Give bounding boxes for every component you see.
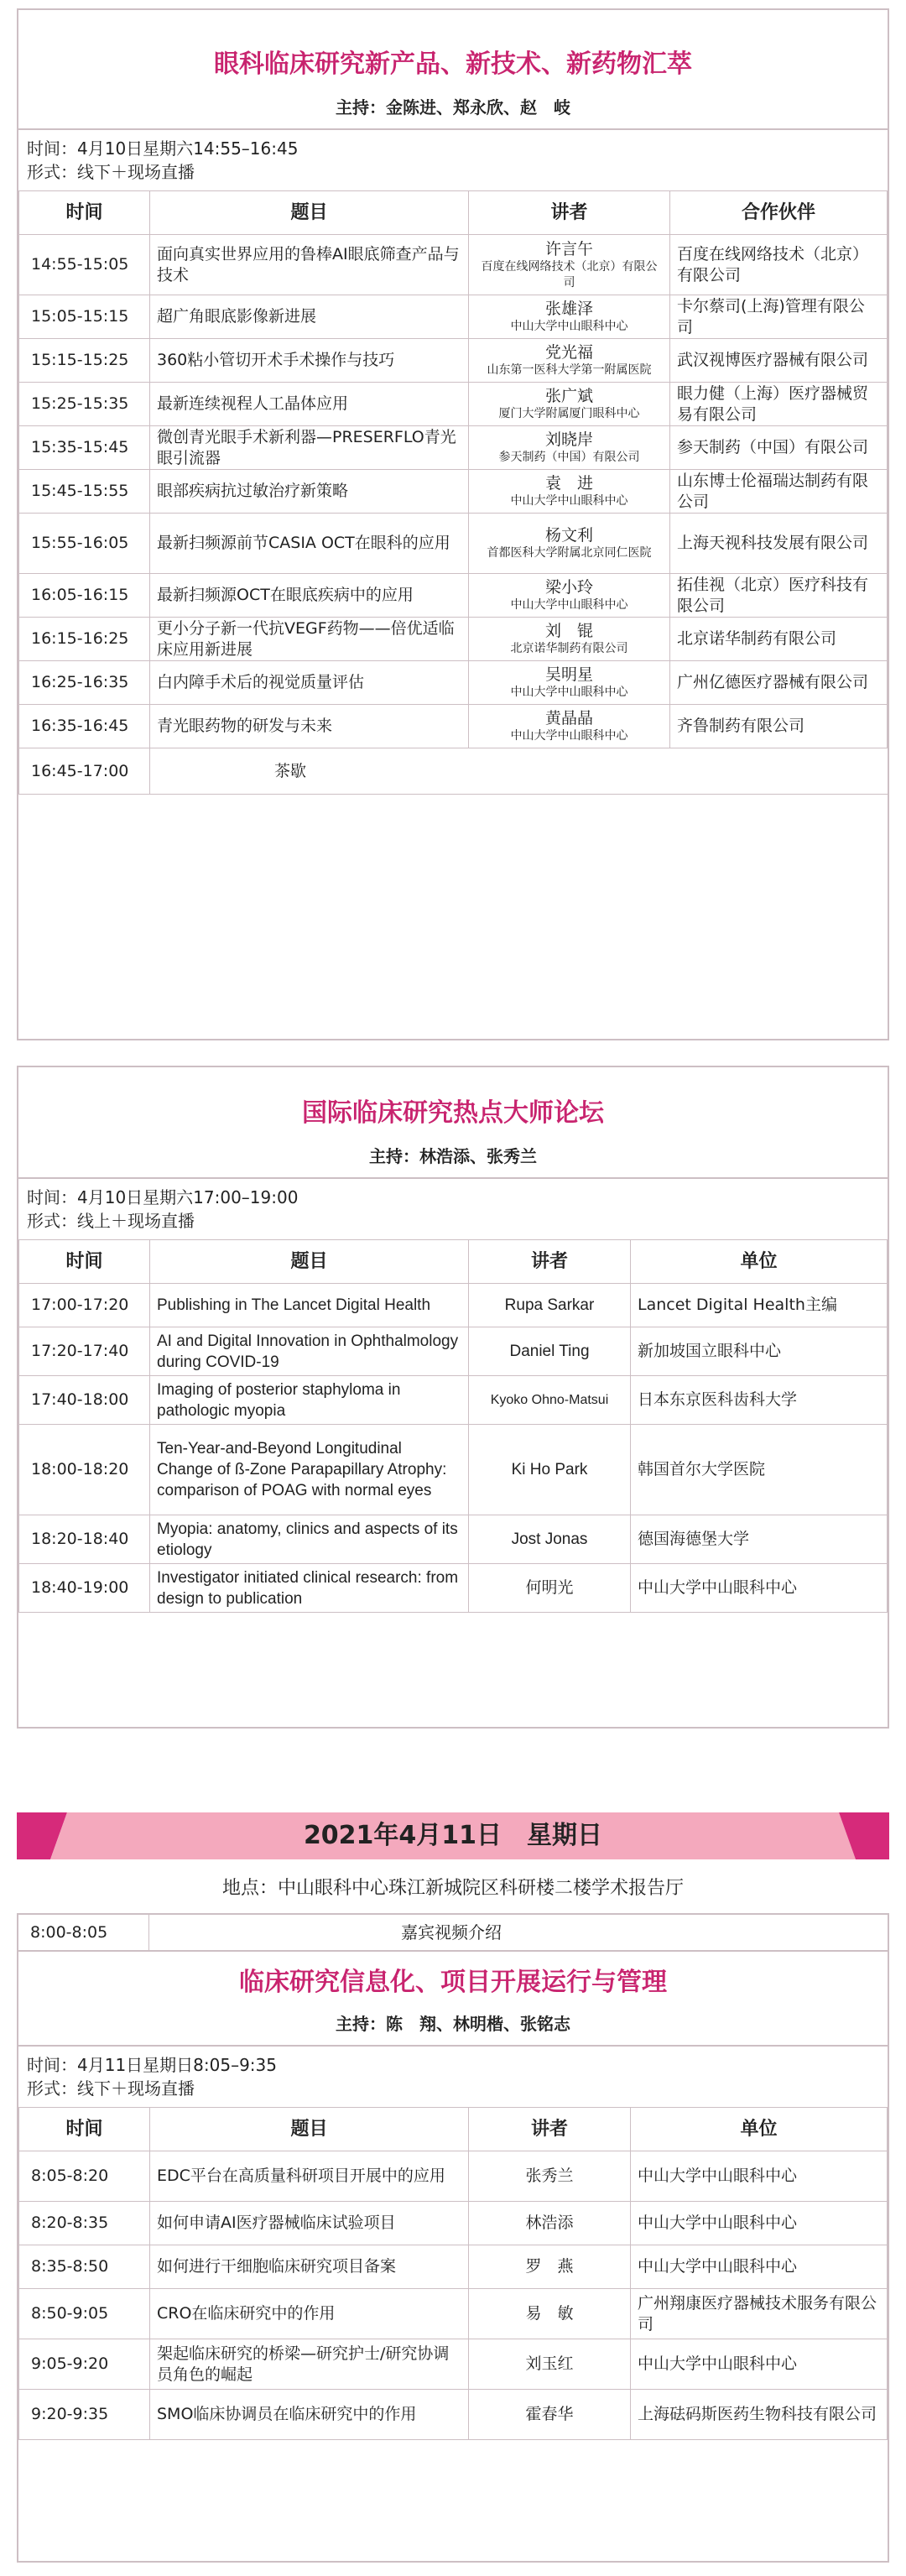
row-speaker-cell [469, 470, 670, 514]
speaker-affiliation: 中山大学中山眼科中心 [510, 320, 628, 333]
date-banner-text: 2021年4月11日 星期日 [303, 1821, 603, 1850]
row-topic: 白内障手术后的视觉质量评估 [150, 661, 469, 705]
row-speaker: 何明光 [469, 1564, 631, 1613]
row-topic: 如何进行干细胞临床研究项目备案 [150, 2245, 469, 2289]
table-row [19, 1515, 888, 1564]
row-topic: Ten-Year-and-Beyond Longitudinal Change of ß-Zone Parapapillary Atrophy: comparison of POAG with normal eyes [150, 1425, 469, 1515]
row-partner: 眼力健（上海）医疗器械贸易有限公司 [670, 383, 888, 426]
row-time: 18:20-18:40 [19, 1515, 150, 1564]
row-partner: 参天制药（中国）有限公司 [670, 426, 888, 470]
session-hosts: 主持：金陈进、郑永欣、赵 岐 [336, 97, 570, 117]
table-row [19, 705, 888, 748]
row-time: 14:55-15:05 [19, 235, 150, 295]
row-time: 9:20-9:35 [19, 2390, 150, 2440]
speaker-affiliation: 山东第一医科大学第一附属医院 [487, 363, 652, 377]
row-speaker-cell [469, 295, 670, 339]
row-partner: 北京诺华制药有限公司 [670, 618, 888, 661]
table-row [19, 2390, 888, 2440]
col-header-speaker: 讲者 [469, 1240, 631, 1284]
col-header-unit: 单位 [631, 1240, 888, 1284]
col-header-topic: 题目 [150, 2108, 469, 2151]
row-time: 16:15-16:25 [19, 618, 150, 661]
row-time: 15:05-15:15 [19, 295, 150, 339]
row-speaker: Daniel Ting [469, 1327, 631, 1376]
session-clinical-research-management [17, 1950, 889, 2563]
table-row [19, 574, 888, 618]
row-speaker-cell [469, 618, 670, 661]
session-format: 形式：线下＋现场直播 [27, 162, 195, 182]
speaker-name: 刘 锟 [544, 622, 593, 640]
row-time: 16:25-16:35 [19, 661, 150, 705]
row-time: 17:40-18:00 [19, 1376, 150, 1425]
session-hosts: 主持：陈 翔、林明楷、张铭志 [336, 2014, 570, 2034]
row-speaker: Kyoko Ohno-Matsui [469, 1376, 631, 1425]
col-header-topic: 题目 [150, 1240, 469, 1284]
schedule-table [18, 190, 888, 795]
row-time: 17:00-17:20 [19, 1284, 150, 1327]
date-banner [17, 1812, 889, 1859]
speaker-name: 党光福 [544, 343, 593, 362]
table-row [19, 661, 888, 705]
col-header-speaker: 讲者 [469, 191, 670, 235]
speaker-name: 黄晶晶 [544, 709, 593, 727]
row-topic: 最新扫频源前节CASIA OCT在眼科的应用 [150, 514, 469, 574]
row-speaker-cell [469, 514, 670, 574]
row-speaker-cell [469, 661, 670, 705]
row-speaker: Ki Ho Park [469, 1425, 631, 1515]
row-unit: 中山大学中山眼科中心 [631, 2202, 888, 2245]
session-time: 时间：4月11日星期日8:05–9:35 [27, 2055, 277, 2075]
row-time: 8:35-8:50 [19, 2245, 150, 2289]
speaker-affiliation: 百度在线网络技术（北京）有限公司 [481, 259, 658, 289]
row-time: 15:55-16:05 [19, 514, 150, 574]
row-topic: EDC平台在高质量科研项目开展中的应用 [150, 2151, 469, 2202]
table-row [19, 1284, 888, 1327]
row-topic: Imaging of posterior staphyloma in pathologic myopia [150, 1376, 469, 1425]
row-time: 18:40-19:00 [19, 1564, 150, 1613]
speaker-name: 许言午 [544, 239, 593, 258]
row-unit: 上海砝码斯医药生物科技有限公司 [631, 2390, 888, 2440]
speaker-affiliation: 厦门大学附属厦门眼科中心 [498, 407, 640, 420]
row-speaker: 林浩添 [469, 2202, 631, 2245]
row-unit: 广州翔康医疗器械技术服务有限公司 [631, 2289, 888, 2339]
speaker-affiliation: 北京诺华制药有限公司 [510, 642, 628, 655]
row-topic: 青光眼药物的研发与未来 [150, 705, 469, 748]
row-topic: CRO在临床研究中的作用 [150, 2289, 469, 2339]
col-header-time: 时间 [19, 1240, 150, 1284]
speaker-affiliation: 首都医科大学附属北京同仁医院 [487, 546, 652, 560]
speaker-affiliation: 中山大学中山眼科中心 [510, 729, 628, 743]
row-time: 16:05-16:15 [19, 574, 150, 618]
intro-row [17, 1913, 889, 1952]
row-unit: Lancet Digital Health主编 [631, 1284, 888, 1327]
row-partner: 上海天视科技发展有限公司 [670, 514, 888, 574]
row-topic: 架起临床研究的桥梁—研究护士/研究协调员角色的崛起 [150, 2339, 469, 2390]
speaker-name: 袁 进 [544, 474, 593, 493]
table-row [19, 2202, 888, 2245]
row-speaker: 霍春华 [469, 2390, 631, 2440]
row-speaker-cell [469, 574, 670, 618]
session-time: 时间：4月10日星期六14:55–16:45 [27, 138, 299, 159]
row-topic: Myopia: anatomy, clinics and aspects of its etiology [150, 1515, 469, 1564]
table-row [19, 426, 888, 470]
session-time: 时间：4月10日星期六17:00–19:00 [27, 1187, 299, 1207]
row-partner: 齐鲁制药有限公司 [670, 705, 888, 748]
break-row [19, 748, 888, 795]
table-row [19, 339, 888, 383]
row-partner: 卡尔蔡司(上海)管理有限公司 [670, 295, 888, 339]
row-topic: 360粘小管切开术手术操作与技巧 [150, 339, 469, 383]
row-partner: 拓佳视（北京）医疗科技有限公司 [670, 574, 888, 618]
row-unit: 新加坡国立眼科中心 [631, 1327, 888, 1376]
row-time: 8:20-8:35 [19, 2202, 150, 2245]
col-header-time: 时间 [19, 2108, 150, 2151]
speaker-name: 杨文利 [544, 526, 593, 545]
row-unit: 中山大学中山眼科中心 [631, 2245, 888, 2289]
table-row [19, 295, 888, 339]
row-unit: 韩国首尔大学医院 [631, 1425, 888, 1515]
row-partner: 山东博士伦福瑞达制药有限公司 [670, 470, 888, 514]
table-header-row [19, 1240, 888, 1284]
row-speaker-cell [469, 705, 670, 748]
table-row [19, 470, 888, 514]
row-time: 15:45-15:55 [19, 470, 150, 514]
row-topic: SMO临床协调员在临床研究中的作用 [150, 2390, 469, 2440]
session-format: 形式：线下＋现场直播 [27, 2078, 195, 2099]
table-row [19, 2339, 888, 2390]
intro-time: 8:00-8:05 [18, 1915, 149, 1950]
row-speaker-cell [469, 426, 670, 470]
table-row [19, 2151, 888, 2202]
row-topic: 眼部疾病抗过敏治疗新策略 [150, 470, 469, 514]
row-topic: 如何申请AI医疗器械临床试验项目 [150, 2202, 469, 2245]
table-row [19, 618, 888, 661]
row-speaker-cell [469, 383, 670, 426]
row-speaker: 刘玉红 [469, 2339, 631, 2390]
schedule-table [18, 2107, 888, 2440]
session-international-forum [17, 1066, 889, 1729]
venue-text: 地点：中山眼科中心珠江新城院区科研楼二楼学术报告厅 [221, 1878, 684, 1899]
table-row [19, 383, 888, 426]
row-speaker-cell [469, 235, 670, 295]
session-title: 国际临床研究热点大师论坛 [302, 1098, 604, 1128]
row-time: 8:50-9:05 [19, 2289, 150, 2339]
row-speaker: Jost Jonas [469, 1515, 631, 1564]
session-format: 形式：线上＋现场直播 [27, 1211, 195, 1231]
speaker-name: 刘晓岸 [544, 430, 593, 449]
row-unit: 中山大学中山眼科中心 [631, 2151, 888, 2202]
row-time: 17:20-17:40 [19, 1327, 150, 1376]
session-title: 临床研究信息化、项目开展运行与管理 [239, 1968, 667, 1997]
row-unit: 中山大学中山眼科中心 [631, 2339, 888, 2390]
row-speaker: 罗 燕 [469, 2245, 631, 2289]
table-row [19, 2245, 888, 2289]
break-label [150, 748, 888, 795]
col-header-time: 时间 [19, 191, 150, 235]
row-time: 18:00-18:20 [19, 1425, 150, 1515]
table-row [19, 514, 888, 574]
row-speaker-cell [469, 339, 670, 383]
session-hosts: 主持：林浩添、张秀兰 [369, 1146, 537, 1166]
speaker-affiliation: 参天制药（中国）有限公司 [498, 451, 640, 464]
row-partner: 武汉视博医疗器械有限公司 [670, 339, 888, 383]
intro-label: 嘉宾视频介绍 [401, 1922, 502, 1942]
break-time: 16:45-17:00 [19, 748, 150, 795]
table-row [19, 1425, 888, 1515]
speaker-name: 梁小玲 [544, 578, 593, 597]
speaker-name: 张雄泽 [544, 300, 593, 318]
row-topic: 微创青光眼手术新利器—PRESERFLO青光眼引流器 [150, 426, 469, 470]
speaker-affiliation: 中山大学中山眼科中心 [510, 598, 628, 612]
session-new-products [17, 8, 889, 1040]
row-topic: 超广角眼底影像新进展 [150, 295, 469, 339]
row-unit: 日本东京医科齿科大学 [631, 1376, 888, 1425]
row-time: 8:05-8:20 [19, 2151, 150, 2202]
col-header-topic: 题目 [150, 191, 469, 235]
speaker-name: 吴明星 [544, 665, 593, 684]
row-time: 15:15-15:25 [19, 339, 150, 383]
row-unit: 中山大学中山眼科中心 [631, 1564, 888, 1613]
col-header-unit: 单位 [631, 2108, 888, 2151]
break-label-text: 茶歇 [274, 761, 307, 780]
row-topic: 更小分子新一代抗VEGF药物——倍优适临床应用新进展 [150, 618, 469, 661]
row-time: 16:35-16:45 [19, 705, 150, 748]
row-partner: 百度在线网络技术（北京）有限公司 [670, 235, 888, 295]
row-speaker: 张秀兰 [469, 2151, 631, 2202]
table-header-row [19, 191, 888, 235]
row-topic: 面向真实世界应用的鲁棒AI眼底筛查产品与技术 [150, 235, 469, 295]
session-title: 眼科临床研究新产品、新技术、新药物汇萃 [214, 50, 692, 79]
table-row [19, 235, 888, 295]
row-topic: 最新扫频源OCT在眼底疾病中的应用 [150, 574, 469, 618]
table-row [19, 1376, 888, 1425]
col-header-speaker: 讲者 [469, 2108, 631, 2151]
table-row [19, 1327, 888, 1376]
table-header-row [19, 2108, 888, 2151]
col-header-partner: 合作伙伴 [670, 191, 888, 235]
speaker-name: 张广斌 [544, 387, 593, 405]
row-unit: 德国海德堡大学 [631, 1515, 888, 1564]
row-time: 15:35-15:45 [19, 426, 150, 470]
row-partner: 广州亿德医疗器械有限公司 [670, 661, 888, 705]
speaker-affiliation: 中山大学中山眼科中心 [510, 686, 628, 699]
table-row [19, 1564, 888, 1613]
speaker-affiliation: 中山大学中山眼科中心 [510, 494, 628, 508]
schedule-table [18, 1239, 888, 1613]
table-row [19, 2289, 888, 2339]
row-topic: 最新连续视程人工晶体应用 [150, 383, 469, 426]
row-time: 15:25-15:35 [19, 383, 150, 426]
row-time: 9:05-9:20 [19, 2339, 150, 2390]
row-speaker: 易 敏 [469, 2289, 631, 2339]
row-topic: AI and Digital Innovation in Ophthalmology during COVID-19 [150, 1327, 469, 1376]
row-topic: Investigator initiated clinical research: from design to publication [150, 1564, 469, 1613]
row-topic: Publishing in The Lancet Digital Health [150, 1284, 469, 1327]
row-speaker: Rupa Sarkar [469, 1284, 631, 1327]
